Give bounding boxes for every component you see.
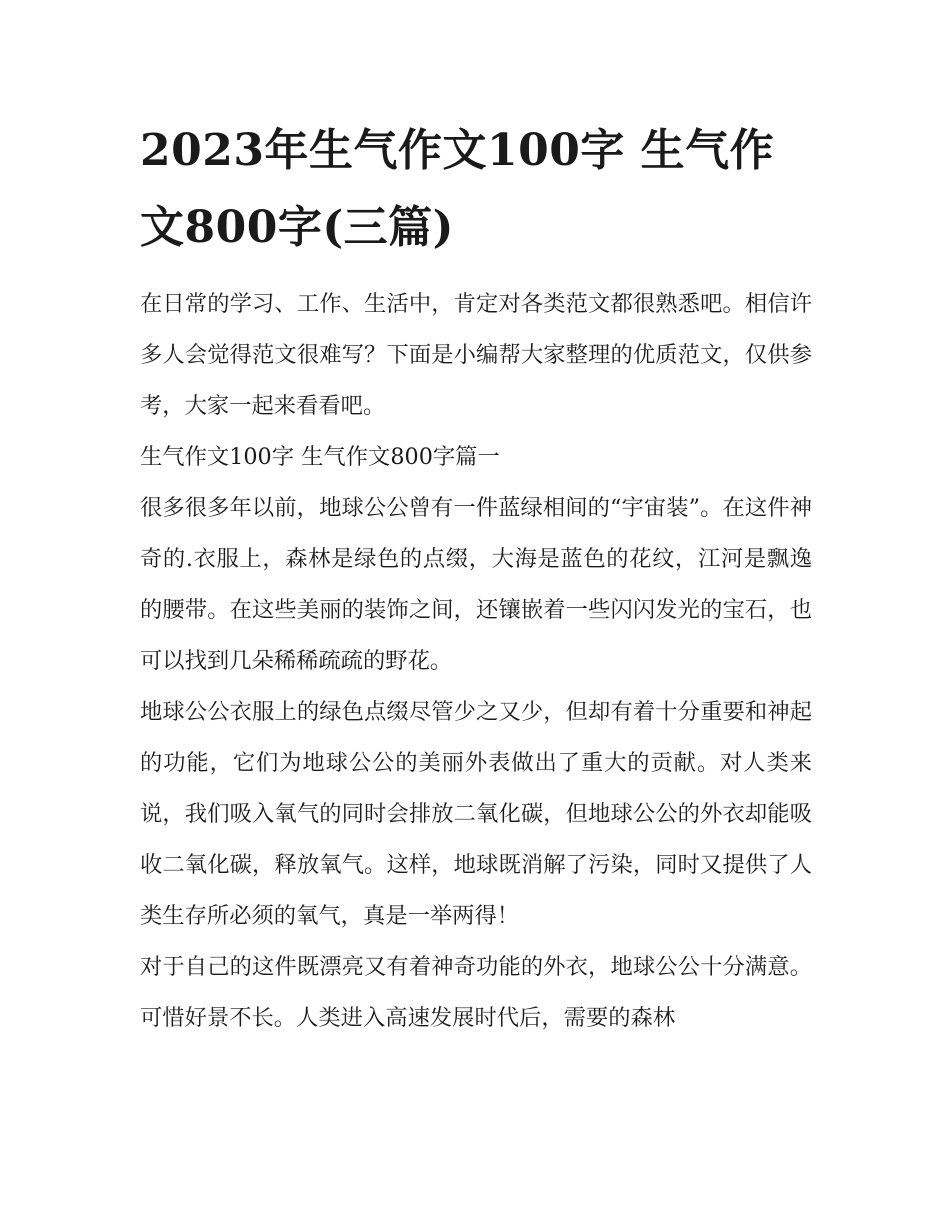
intro-paragraph: 在日常的学习、工作、生活中，肯定对各类范文都很熟悉吧。相信许多人会觉得范文很难写？下面是小编帮大家整理的优质范文，仅供参考，大家一起来看看吧。 xyxy=(140,291,812,419)
body-paragraph-3: 对于自己的这件既漂亮又有着神奇功能的外衣，地球公公十分满意。可惜好景不长。人类进入高速发展时代后，需要的森林 xyxy=(140,954,812,1031)
section-heading: 生气作文100字 生气作文800字篇一 xyxy=(140,444,500,470)
body-paragraph-1: 很多很多年以前，地球公公曾有一件蓝绿相间的“宇宙装”。在这件神奇的.衣服上，森林是绿色的点缀，大海是蓝色的花纹，江河是飘逸的腰带。在这些美丽的装饰之间，还镶嵌着一些闪闪发光的宝石，也可以找到几朵稀稀疏疏的野花。 xyxy=(140,495,812,674)
document-body xyxy=(140,112,812,1044)
document-title: 2023年生气作文100字 生气作文800字(三篇) xyxy=(140,125,775,253)
body-paragraph-2: 地球公公衣服上的绿色点缀尽管少之又少，但却有着十分重要和神起的功能，它们为地球公公的美丽外表做出了重大的贡献。对人类来说，我们吸入氧气的同时会排放二氧化碳，但地球公公的外衣却能吸收二氧化碳，释放氧气。这样，地球既消解了污染，同时又提供了人类生存所必须的氧气，真是一举两得！ xyxy=(140,699,812,929)
